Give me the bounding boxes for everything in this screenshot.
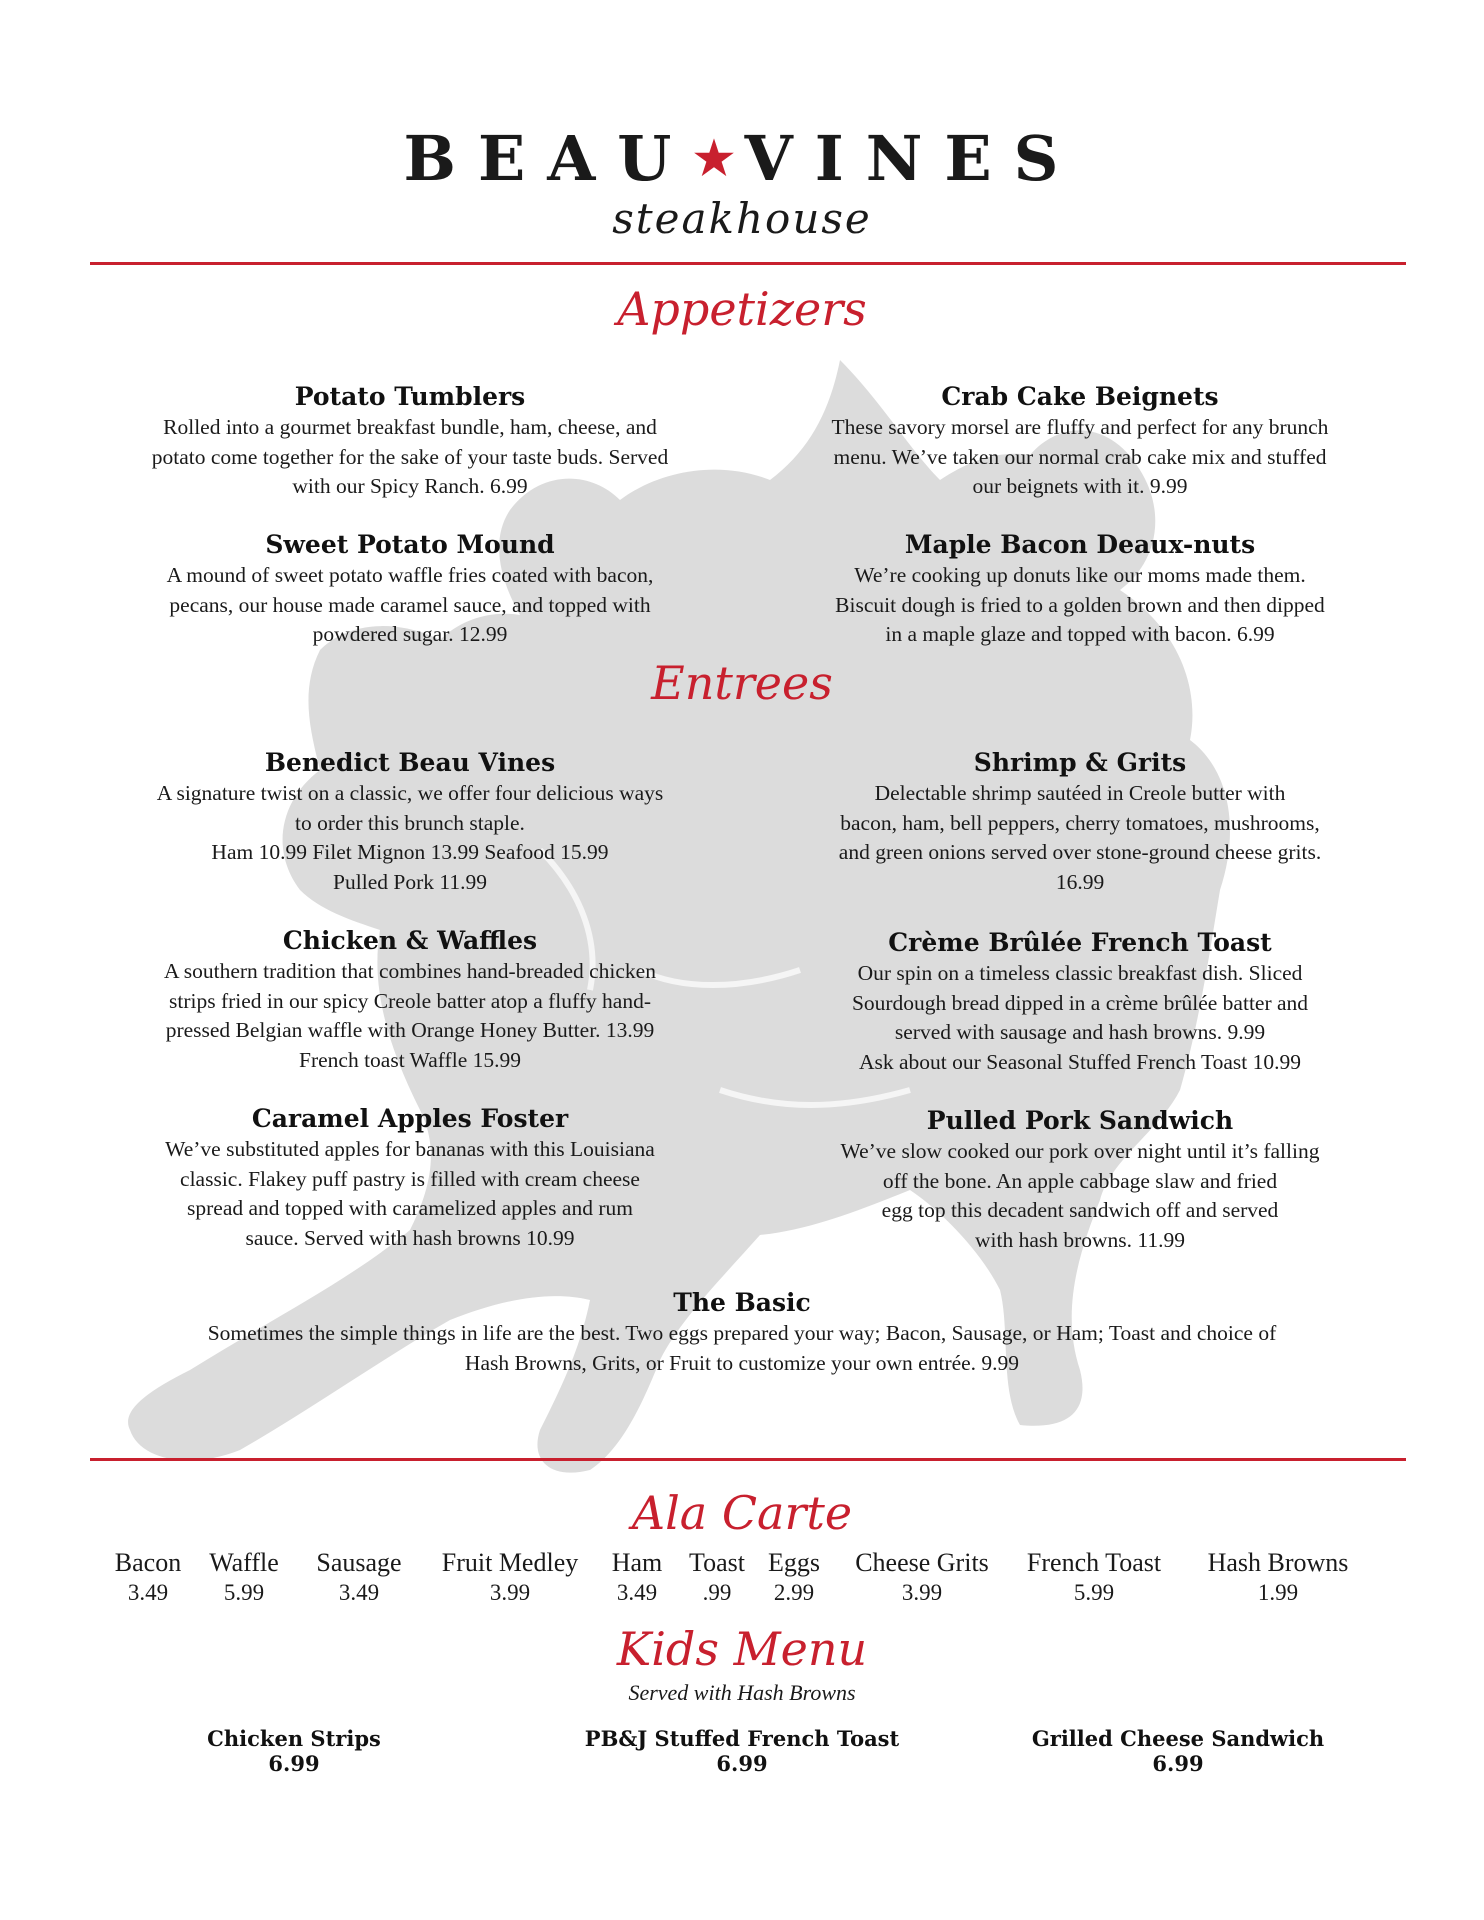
item-description: We’re cooking up donuts like our moms made them. Biscuit dough is fried to a golden brown and then dipped in a maple glaze and topped with bacon. 6.99 — [835, 563, 1325, 646]
logo-word-beau: BEAU — [403, 122, 694, 195]
ala-carte-name: Eggs — [768, 1548, 820, 1577]
menu-item — [780, 382, 1380, 502]
ala-carte-name: Cheese Grits — [855, 1548, 989, 1577]
top-divider — [90, 262, 1406, 265]
ala-carte-name: French Toast — [1026, 1548, 1162, 1577]
appetizers-heading: Appetizers — [617, 282, 867, 336]
ala-carte-name: Hash Browns — [1207, 1548, 1349, 1577]
menu-item — [110, 1104, 710, 1253]
kids-item-name: Grilled Cheese Sandwich — [1031, 1726, 1325, 1751]
ala-carte-item — [432, 1548, 588, 1606]
ala-carte-price: 1.99 — [1257, 1580, 1299, 1605]
item-name: Crème Brûlée French Toast — [888, 928, 1272, 957]
ala-carte-heading: Ala Carte — [631, 1486, 853, 1540]
ala-carte-price: 3.49 — [616, 1580, 658, 1605]
item-description: Sometimes the simple things in life are the best. Two eggs prepared your way; Bacon, Sausage, or Ham; Toast and choice of Hash Browns, Grits, or Fruit to customize your own entrée. 9.99 — [207, 1321, 1277, 1375]
ala-carte-price: 5.99 — [223, 1580, 265, 1605]
ala-carte-price: 5.99 — [1073, 1580, 1115, 1605]
menu-item — [780, 928, 1380, 1077]
item-name: Caramel Apples Foster — [251, 1104, 569, 1133]
logo-subtitle: steakhouse — [612, 194, 872, 243]
ala-carte-name: Ham — [611, 1548, 663, 1577]
item-description: Rolled into a gourmet breakfast bundle, ham, cheese, and potato come together for the sake of your taste buds. Served with our Spicy Ranch. 6.99 — [151, 415, 669, 498]
kids-item-price: 6.99 — [268, 1751, 320, 1776]
item-description: A mound of sweet potato waffle fries coated with bacon, pecans, our house made caramel sauce, and topped with powdered sugar. 12.99 — [166, 563, 654, 646]
bottom-divider — [90, 1458, 1406, 1461]
item-name: Crab Cake Beignets — [941, 382, 1219, 411]
ala-carte-name: Toast — [689, 1548, 745, 1577]
logo-wordmark — [0, 122, 1484, 195]
ala-carte-item — [604, 1548, 670, 1606]
kids-item-price: 6.99 — [716, 1751, 768, 1776]
ala-carte-item — [1014, 1548, 1174, 1606]
item-name: Chicken & Waffles — [282, 926, 538, 955]
ala-carte-item — [304, 1548, 414, 1606]
kids-item — [532, 1726, 952, 1776]
menu-item — [780, 530, 1380, 650]
ala-carte-name: Bacon — [114, 1548, 182, 1577]
ala-carte-price: 3.99 — [489, 1580, 531, 1605]
ala-carte-item — [842, 1548, 1002, 1606]
menu-item — [110, 382, 710, 502]
restaurant-logo — [0, 122, 1484, 243]
star-icon: ★ — [693, 131, 745, 185]
ala-carte-price: 2.99 — [773, 1580, 815, 1605]
item-name: Potato Tumblers — [294, 382, 526, 411]
kids-menu-note: Served with Hash Browns — [628, 1680, 856, 1705]
item-description: Our spin on a timeless classic breakfast dish. Sliced Sourdough bread dipped in a crème brûlée batter and served with sausage and hash browns. 9.99 Ask about our Seasonal Stuffed French Toast 10.99 — [851, 961, 1309, 1074]
entrees-heading: Entrees — [651, 656, 833, 710]
ala-carte-item — [108, 1548, 188, 1606]
item-description: These savory morsel are fluffy and perfect for any brunch menu. We’ve taken our normal crab cake mix and stuffed our beignets with it. 9.99 — [831, 415, 1329, 498]
item-description: A signature twist on a classic, we offer four delicious ways to order this brunch staple. Ham 10.99 Filet Mignon 13.99 Seafood 15.99 Pulled Pork 11.99 — [156, 781, 664, 894]
item-description: We’ve substituted apples for bananas with this Louisiana classic. Flakey puff pastry is filled with cream cheese spread and topped with caramelized apples and rum sauce. Served with hash browns 10.99 — [165, 1137, 655, 1250]
kids-item-name: PB&J Stuffed French Toast — [584, 1726, 900, 1751]
ala-carte-item — [680, 1548, 754, 1606]
menu-item — [110, 926, 710, 1075]
kids-item — [968, 1726, 1388, 1776]
ala-carte-item — [1196, 1548, 1360, 1606]
menu-item-basic — [120, 1288, 1364, 1378]
item-name: Maple Bacon Deaux-nuts — [904, 530, 1256, 559]
ala-carte-name: Sausage — [316, 1548, 402, 1577]
menu-item — [780, 748, 1380, 897]
ala-carte-price: 3.49 — [127, 1580, 169, 1605]
item-name: Shrimp & Grits — [973, 748, 1187, 777]
ala-carte-price: 3.99 — [901, 1580, 943, 1605]
ala-carte-price: 3.49 — [338, 1580, 380, 1605]
menu-item — [780, 1106, 1380, 1255]
menu-item — [110, 530, 710, 650]
ala-carte-name: Waffle — [209, 1548, 279, 1577]
item-description: We’ve slow cooked our pork over night until it’s falling off the bone. An apple cabbage slaw and fried egg top this decadent sandwich off and served with hash browns. 11.99 — [840, 1139, 1320, 1252]
ala-carte-price: .99 — [702, 1580, 732, 1605]
kids-item — [84, 1726, 504, 1776]
item-description: A southern tradition that combines hand-breaded chicken strips fried in our spicy Creole batter atop a fluffy hand- pressed Belgian waffle with Orange Honey Butter. 13.99 French toast Waffle 15.99 — [164, 959, 656, 1072]
ala-carte-item — [204, 1548, 284, 1606]
item-description: Delectable shrimp sautéed in Creole butter with bacon, ham, bell peppers, cherry tomatoes, mushrooms, and green onions served over stone-ground cheese grits. 16.99 — [838, 781, 1322, 894]
kids-menu-heading: Kids Menu — [616, 1622, 868, 1676]
item-name: Benedict Beau Vines — [264, 748, 556, 777]
ala-carte-item — [762, 1548, 826, 1606]
kids-item-price: 6.99 — [1152, 1751, 1204, 1776]
item-name: The Basic — [673, 1288, 811, 1317]
kids-item-name: Chicken Strips — [207, 1726, 381, 1751]
logo-word-vines: VINES — [744, 122, 1081, 195]
item-name: Pulled Pork Sandwich — [926, 1106, 1234, 1135]
ala-carte-name: Fruit Medley — [441, 1548, 579, 1577]
item-name: Sweet Potato Mound — [265, 530, 555, 559]
menu-item — [110, 748, 710, 897]
